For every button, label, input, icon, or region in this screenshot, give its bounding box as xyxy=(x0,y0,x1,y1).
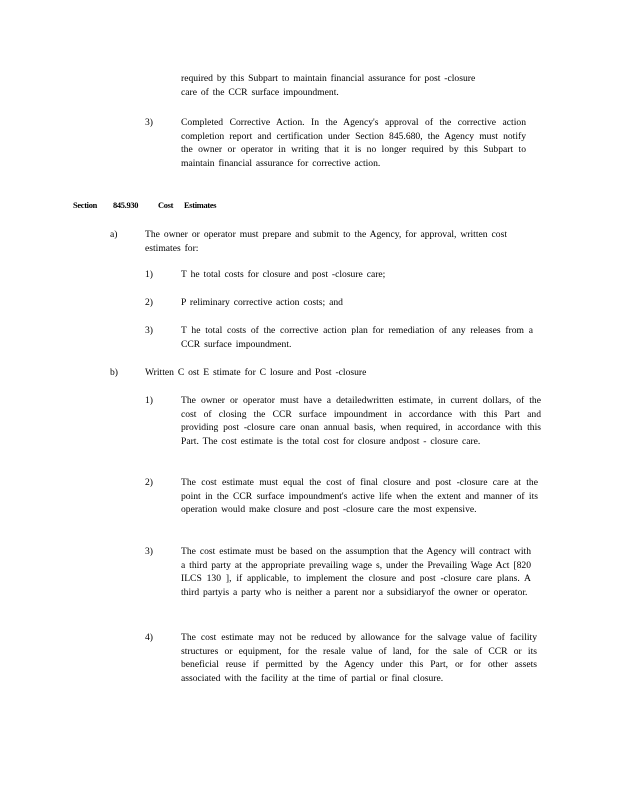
section-label: Section xyxy=(73,201,97,210)
a-item-1-number: 1) xyxy=(145,269,153,280)
section-number: 845.930 xyxy=(113,201,139,210)
subsection-a-intro: The owner or operator must prepare and submit to the Agency, for approval, written cost estimates for: xyxy=(145,229,507,254)
subsection-b-title: Written C ost E stimate for C losure and Post -closure xyxy=(145,367,367,378)
continuation-line-2: care of the CCR surface impoundment. xyxy=(181,86,339,98)
section-title-word-2: Estimates xyxy=(184,201,217,210)
b-item-1-text: The owner or operator must have a detailedwritten estimate, in current dollars, of the cost of closing the CCR surface impoundment in accordance with this Part and providing post -closure care onan annual basis, when required, in accordance with this Part. The cost estimate is the total cost for closure andpost - closure care. xyxy=(181,395,541,447)
section-title-word-1: Cost xyxy=(158,201,174,210)
b-item-4-number: 4) xyxy=(145,632,153,643)
b-item-1-number: 1) xyxy=(145,395,153,406)
a-item-2-text: P reliminary corrective action costs; and xyxy=(181,297,343,308)
b-item-2-text: The cost estimate must equal the cost of final closure and post -closure care at the point in the CCR surface impoundment's active life when the extent and manner of its operation would make closure and post -closure care the most expensive. xyxy=(181,477,538,516)
a-item-3-number: 3) xyxy=(145,325,153,336)
continuation-line-1: required by this Subpart to maintain financial assurance for post -closure xyxy=(181,73,476,84)
b-item-4-text: The cost estimate may not be reduced by allowance for the salvage value of facility structures or equipment, for the resale value of land, for the sale of CCR or its beneficial reuse if permitted by the Agency under this Part, or for other assets associated with the facility at the time of partial or final closure. xyxy=(181,632,537,684)
a-item-1-text: T he total costs for closure and post -closure care; xyxy=(181,269,386,280)
a-item-3-text: T he total costs of the corrective action plan for remediation of any releases from a CCR surface impoundment. xyxy=(181,325,533,350)
a-item-2-number: 2) xyxy=(145,297,153,308)
subsection-b-marker: b) xyxy=(110,367,118,378)
item-3-number: 3) xyxy=(145,117,153,128)
section-heading xyxy=(0,200,618,212)
subsection-a-marker: a) xyxy=(110,229,118,240)
b-item-3-text: The cost estimate must be based on the assumption that the Agency will contract with a third party at the appropriate prevailing wage s, under the Prevailing Wage Act [820 ILCS 130 ], if applicable, to implement the closure and post -closure care plans. A third partyis a party who is neither a parent nor a subsidiaryof the owner or operator. xyxy=(181,546,531,598)
b-item-2-number: 2) xyxy=(145,477,153,488)
continuation-paragraph xyxy=(181,72,531,99)
b-item-3-number: 3) xyxy=(145,546,153,557)
item-3-text: Completed Corrective Action. In the Agency's approval of the corrective action completion report and certification under Section 845.680, the Agency must notify the owner or operator in writing that it is no longer required by this Subpart to maintain financial assurance for corrective action. xyxy=(181,117,526,169)
